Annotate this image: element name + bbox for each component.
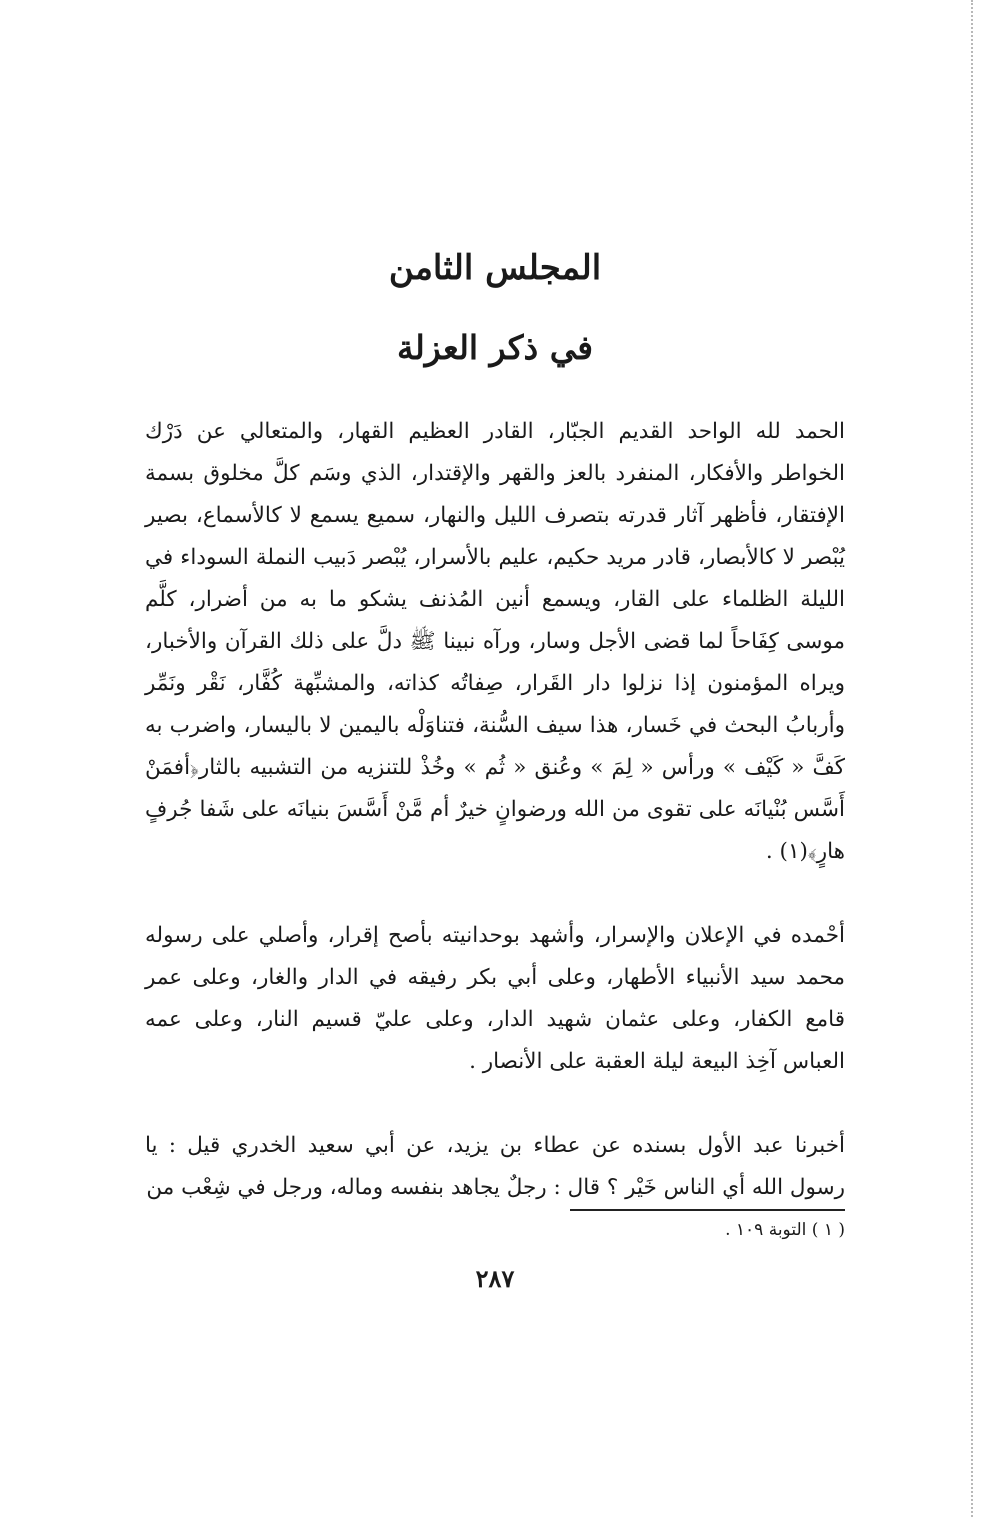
chapter-subtitle: في ذكر العزلة — [397, 328, 593, 367]
scan-edge-line — [971, 0, 973, 1517]
footnote: ( ١ ) التوبة ١٠٩ . — [725, 1220, 845, 1240]
book-page — [145, 0, 845, 1517]
chapter-title: المجلس الثامن — [388, 248, 602, 288]
page-number: ٢٨٧ — [475, 1264, 515, 1293]
footnote-divider — [570, 1209, 845, 1211]
body-paragraph-1: الحمد لله الواحد القديم الجبّار، القادر العظيم القهار، والمتعالي عن دَرْك الخواطر والأفكار، المنفرد بالعز والقهر والإقتدار، الذي وسَم كلَّ مخلوق بسمة الإفتقار، فأظهر آثار قدرته بتصرف الليل والنهار، سميع يسمع لا كالأسماع، بصير يُبْصر لا كالأبصار، قادر مريد حكيم، عليم بالأسرار، يُبْصر دَبيب النملة السوداء في الليلة الظلماء على القار، ويسمع أنين المُذنف يشكو ما به من أضرار، كلَّم موسى كِفَاحاً لما قضى الأجل وسار، ورآه نبينا ﷺ دلَّ على ذلك القرآن والأخبار، ويراه المؤمنون إذا نزلوا دار القَرار، صِفاتُه كذاته، والمشبِّهة كُفَّار، نَقْر ونَمِّر وأربابُ البحث في خَسار، هذا سيف السُّنة، فتناوَلْه باليمين لا باليسار، واضرب به كَفَّ « كَيْف » ورأس « لِمَ » وعُنق « ثُم » وخُذْ للتنزيه من التشبيه بالثار﴿أفمَنْ أَسَّس بُنْيانَه على تقوى من الله ورضوانٍ خيرٌ أم مَّنْ أَسَّسَ بنيانَه على شَفا جُرفٍ هارٍ﴾(١) . — [145, 419, 845, 864]
body-paragraph-3: أخبرنا عبد الأول بسنده عن عطاء بن يزيد، عن أبي سعيد الخدري قيل : يا رسول الله أي الناس خَيْر ؟ قال : رجلٌ يجاهد بنفسه وماله، ورجل في شِعْب من — [145, 1133, 845, 1200]
body-paragraph-2: أحْمده في الإعلان والإسرار، وأشهد بوحدانيته بأصح إقرار، وأصلي على رسوله محمد سيد الأنبياء الأطهار، وعلى أبي بكر رفيقه في الدار والغار، وعلى عمر قامع الكفار، وعلى عثمان شهيد الدار، وعلى عليّ قسيم النار، وعلى عمه العباس آخِذ البيعة ليلة العقبة على الأنصار . — [145, 923, 845, 1074]
